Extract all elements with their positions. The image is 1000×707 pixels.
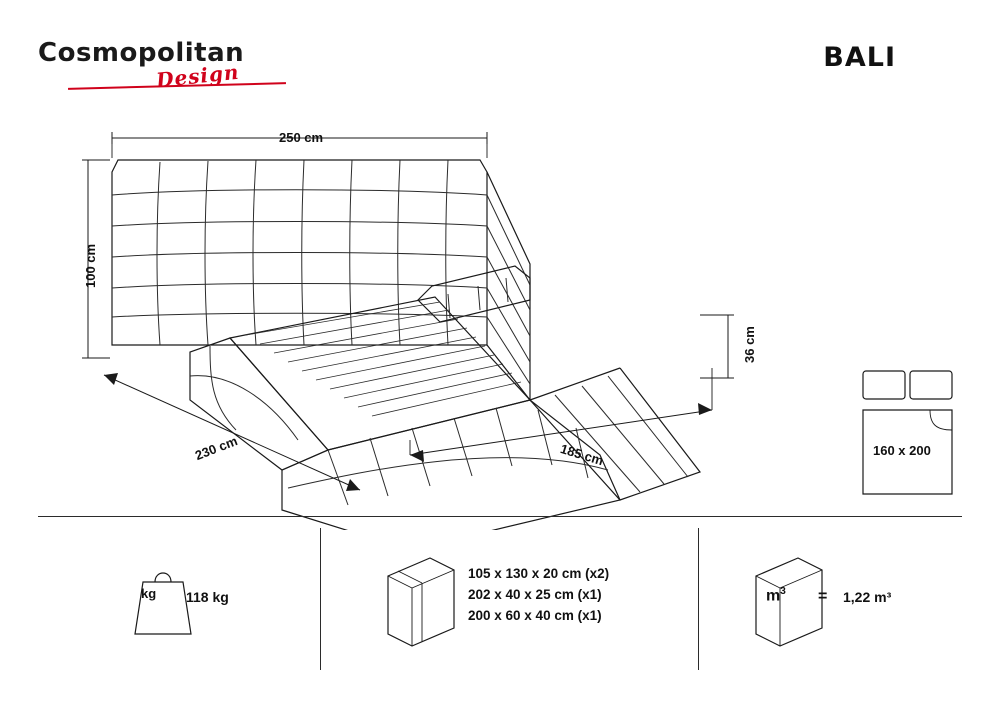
mattress-size-label: 160 x 200: [873, 443, 931, 458]
brand-name: Cosmopolitan: [38, 38, 245, 68]
model-title: BALI: [823, 42, 896, 73]
weight-unit-label: kg: [141, 586, 157, 601]
weight-value: 118 kg: [186, 589, 229, 605]
packaging-list: [468, 563, 609, 626]
bed-technical-drawing: [60, 110, 860, 530]
dim-label-depth-total: 230 cm: [193, 433, 240, 464]
bed-base: [190, 266, 700, 530]
dim-label-headboard-height: 100 cm: [83, 243, 98, 288]
headboard: [112, 160, 530, 400]
mattress-icon: [860, 368, 964, 500]
brand-script: Design: [154, 59, 241, 93]
volume-unit-label: $m^3$: [766, 586, 786, 605]
brand-logo: [38, 40, 308, 100]
vertical-divider-1: [320, 528, 321, 670]
dim-label-bed-height: 36 cm: [742, 326, 757, 363]
package-box-icon: [380, 548, 460, 656]
dim-depth-total: [104, 373, 360, 491]
packaging-line: 200 x 60 x 40 cm (x1): [468, 608, 602, 623]
packaging-line: 105 x 130 x 20 cm (x2): [468, 566, 610, 581]
vertical-divider-2: [698, 528, 699, 670]
volume-box-icon: [748, 548, 828, 656]
dim-label-width-total: 250 cm: [279, 130, 324, 145]
dim-bed-height: [700, 315, 734, 378]
dim-label-bed-width: 185 cm: [558, 441, 606, 469]
equals-sign: =: [818, 588, 828, 605]
section-divider: [38, 516, 962, 517]
packaging-line: 202 x 40 x 25 cm (x1): [468, 587, 602, 602]
volume-value: 1,22 m³: [843, 589, 892, 605]
